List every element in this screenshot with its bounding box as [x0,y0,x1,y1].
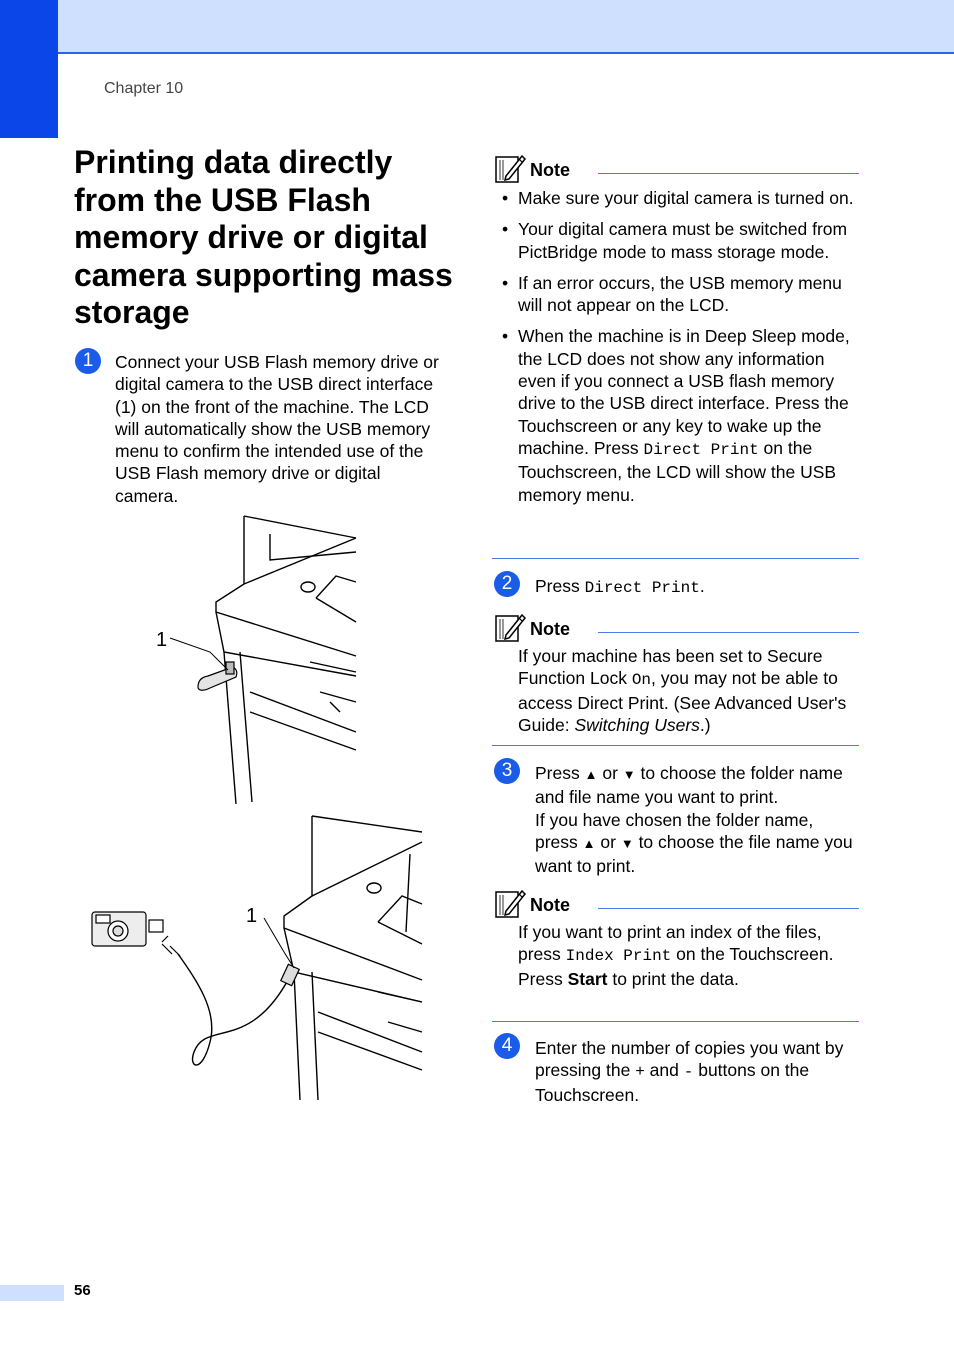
page-title: Printing data directly from the USB Flash memory drive or digital camera supporting mass storage [74,144,453,330]
step-3-or: or [595,831,621,852]
note-2-header [494,611,859,645]
note-pencil-icon [494,611,526,643]
callout-2: 1 [246,905,258,927]
up-arrow-icon: ▲ [584,767,598,782]
step-4-badge: 4 [494,1033,520,1059]
usb-flash-drive-illustration [140,512,362,804]
step-3-line-2 [535,809,857,878]
step-3-text [535,762,857,877]
step-1-text: Connect your USB Flash memory drive or digital camera to the USB direct interface (1) on the front of the machine. The LCD will automatically show the USB memory menu to confirm the intended use of the USB Flash memory drive or digital camera. [115,352,439,506]
step-4-text-a: Enter the number of copies you want by pressing the [535,1038,844,1081]
note-2-text-a: If your machine has been set to Secure Function Lock [518,646,823,689]
step-2-badge: 2 [494,571,520,597]
direct-print-code: Direct Print [643,440,759,459]
step-2-code: Direct Print [584,579,700,597]
note-1-header [494,152,859,186]
start-key-label: Start [567,968,608,989]
digital-camera-illustration [88,812,430,1104]
note-2-text-b: , you may not be able to access Direct Print. (See Advanced User's Guide: [518,668,847,735]
index-print-code: Index Print [565,947,672,966]
header-bar [0,0,954,54]
note-pencil-icon [494,887,526,919]
down-arrow-icon: ▼ [622,767,636,782]
step-3-line-2-end: to choose the file name you want to print. [535,831,853,877]
step-3-or: or [597,763,623,783]
step-1-badge: 1 [75,348,101,374]
note-pencil-icon [494,152,526,184]
step-4-text-b: buttons on the Touchscreen. [535,1060,810,1105]
step-3-press: Press [535,763,585,783]
page-number: 56 [74,1282,91,1299]
note-3-text-a: If you want to print an index of the files, press [518,922,822,965]
minus-button-label: - [683,1063,694,1082]
step-3-line-1 [535,762,857,809]
chapter-label: Chapter 10 [104,80,184,97]
note-1-item: • If an error occurs, the USB memory menu will not appear on the LCD. [492,272,858,317]
step-4-text [535,1037,857,1106]
note-1-item [492,325,858,505]
note-1-item-text: When the machine is in Deep Sleep mode, the LCD does not show any information even if you connect a USB flash memory drive to the USB direct interface. Press the Touchscreen or any key to wake up the machine. Press [518,326,850,458]
step-3-line-2-start: If you have chosen the folder name, press [535,809,814,852]
note-2-code: On [631,671,652,690]
down-arrow-icon: ▼ [620,835,634,851]
note-1-item-text-end: on the Touchscreen, the LCD will show the USB memory menu. [518,437,837,505]
note-2-text [518,645,858,736]
note-3-text-c: to print the data. [607,968,739,989]
plus-button-label: + [635,1063,645,1082]
note-1-item: • Make sure your digital camera is turned on. [492,187,858,209]
note-1-list [492,187,858,515]
note-2-label: Note [530,619,570,639]
note-3-divider [492,1021,859,1022]
step-3-badge: 3 [494,758,520,784]
note-2-italic: Switching Users [574,714,700,735]
note-2-divider [492,745,859,746]
step-2-text [535,575,855,599]
note-3-header [494,887,859,921]
note-1-divider [492,558,859,559]
note-3-label: Note [530,895,570,915]
note-1-label: Note [530,160,570,180]
footer-bar [0,1285,64,1301]
callout-1: 1 [156,629,168,651]
chapter-tab [0,0,58,138]
note-3-text [518,921,858,990]
step-3-line-1-end: to choose the folder name and file name you want to print. [535,763,843,808]
step-2-text-a: Press [535,576,585,596]
note-2-text-c: .) [699,714,711,735]
up-arrow-icon: ▲ [582,835,596,851]
note-1-item: • Your digital camera must be switched from PictBridge mode to mass storage mode. [492,218,858,263]
step-4-and: and [644,1060,684,1081]
note-3-text-b: on the Touchscreen. Press [518,944,834,989]
step-2-text-b: . [699,576,705,596]
